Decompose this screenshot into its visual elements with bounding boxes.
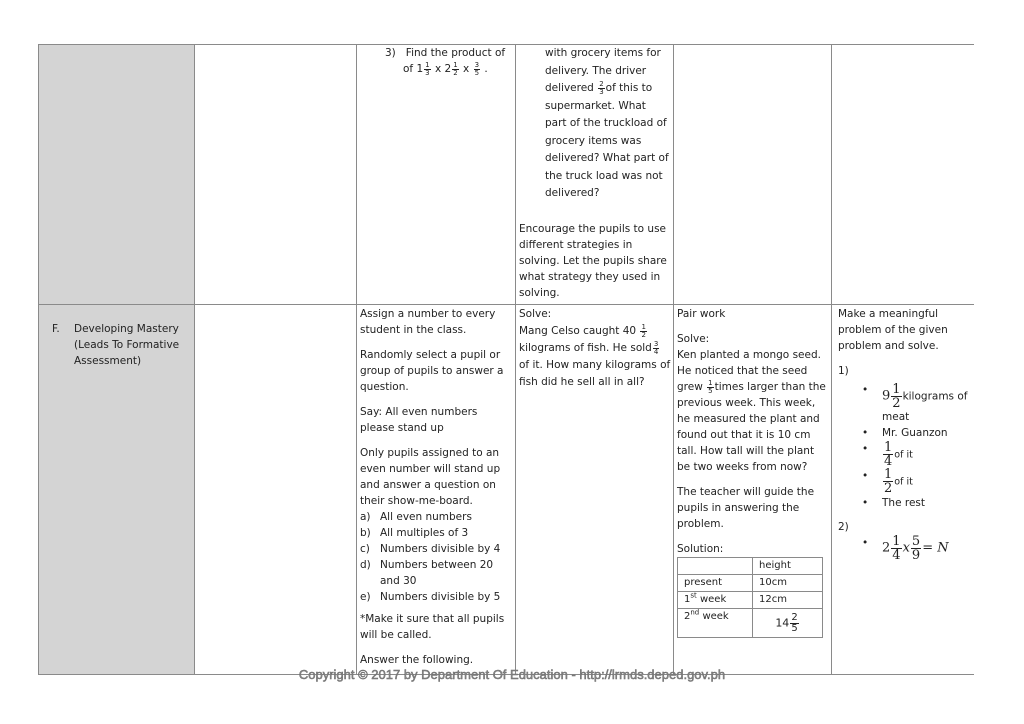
activity-instructions <box>360 306 510 668</box>
period: . <box>484 63 488 75</box>
row-label <box>52 321 192 369</box>
problem-text: of it. How many kilograms of fish did he sell all in all? <box>519 359 671 388</box>
list-item: • 2 $\frac{1}{4}$ x $\frac{5}{9}$ = N <box>838 535 974 562</box>
table-cell: 10cm <box>753 575 823 592</box>
table-cell: 1st week <box>678 592 753 609</box>
fraction: $\frac{1}{5}$ <box>708 378 713 395</box>
problem-number: 1) <box>838 365 849 377</box>
list-item: • The rest <box>838 495 974 511</box>
row-letter: F. <box>52 323 60 335</box>
table-cell: present <box>678 575 753 592</box>
whole-number: 2 <box>444 63 452 75</box>
times-sign: x <box>434 63 442 75</box>
truckload-problem <box>545 45 669 203</box>
instruction-paragraph: Say: All even numbers please stand up <box>360 406 478 434</box>
problem-text: of this to supermarket. What part of the truckload of grocery items was delivered? What part of the truck load was not delivered? <box>545 82 669 199</box>
item-text: Find the product of <box>405 47 506 59</box>
problem-text: Ken planted a mongo seed. He noticed that the seed grew <box>677 349 821 393</box>
fraction: $\frac{1}{2}$ <box>453 60 458 77</box>
row-title: Developing Mastery (Leads To Formative Assessment) <box>74 323 180 367</box>
table-cell <box>678 558 753 575</box>
item-number: 3) <box>385 47 396 59</box>
fraction: $\frac{1}{2}$ <box>641 322 646 339</box>
instruction-paragraph: Assign a number to every student in the class. <box>360 308 496 336</box>
col-border <box>38 44 39 674</box>
col-border <box>831 44 832 674</box>
problem-text: with grocery items for delivery. The driver delivered <box>545 47 661 94</box>
find-product-item <box>385 45 510 77</box>
equation-list <box>838 535 974 562</box>
whole-number: 1 <box>416 63 424 75</box>
encourage-text: Encourage the pupils to use different strategies in solving. Let the pupils share what strategy they used in solving. <box>519 223 667 299</box>
col-border <box>515 44 516 674</box>
mongo-problem <box>677 347 827 475</box>
instruction-note: *Make it sure that all pupils will be called. <box>360 613 505 641</box>
list-item: b) All multiples of 3 <box>360 527 469 539</box>
pair-work-heading: Pair work <box>677 308 726 320</box>
fraction: $\frac{2}{5}$ <box>791 611 798 634</box>
col-border <box>194 44 195 674</box>
list-item: • $\frac{1}{4}$ of it <box>838 441 974 468</box>
list-item: e) Numbers divisible by 5 <box>360 591 501 603</box>
table-row <box>678 592 823 609</box>
instruction-paragraph: Only pupils assigned to an even number will stand up and answer a question on their show-me-board. <box>360 447 501 507</box>
pair-work <box>677 306 827 638</box>
question-list <box>360 509 510 605</box>
teacher-guide-note: The teacher will guide the pupils in answering the problem. <box>677 486 815 530</box>
col-border <box>356 44 357 674</box>
table-row <box>678 558 823 575</box>
problem-number: 2) <box>838 521 849 533</box>
fraction: $\frac{3}{4}$ <box>653 339 659 356</box>
encourage-note <box>519 221 669 301</box>
row-divider <box>38 304 974 305</box>
table-cell: 2nd week <box>678 609 753 638</box>
instruction-paragraph: Randomly select a pupil or group of pupils to answer a question. <box>360 349 504 393</box>
list-item: a) All even numbers <box>360 511 472 523</box>
table-cell: 14 $\frac{2}{5}$ <box>753 609 823 638</box>
list-item: c) Numbers divisible by 4 <box>360 543 501 555</box>
list-item: d) Numbers between 20 and 30 <box>360 559 494 587</box>
problem-text: kilograms of fish. He sold <box>519 342 652 354</box>
col-border <box>673 44 674 674</box>
list-item: • $\frac{1}{2}$ of it <box>838 468 974 495</box>
table-row <box>678 575 823 592</box>
fish-problem <box>519 306 671 391</box>
solution-table <box>677 557 823 638</box>
solve-heading: Solve: <box>519 308 552 320</box>
table-row <box>678 609 823 638</box>
fraction: $\frac{3}{5}$ <box>474 60 480 77</box>
table-cell: 12cm <box>753 592 823 609</box>
copyright-footer: Copyright © 2017 by Department Of Education - http://lrmds.deped.gov.ph <box>298 667 726 682</box>
problem-text: times larger than the previous week. This week, he measured the plant and found out that it is 10 cm tall. How tall will the plant be two weeks from now? <box>677 381 826 473</box>
fraction: $\frac{2}{3}$ <box>599 79 604 96</box>
solution-label: Solution: <box>677 543 724 555</box>
times-sign: x <box>463 63 470 75</box>
intro-text: Make a meaningful problem of the given problem and solve. <box>838 308 948 352</box>
meaningful-problem <box>838 306 974 562</box>
fraction: $\frac{1}{3}$ <box>425 60 430 77</box>
item-text-of: of <box>403 63 414 75</box>
instruction-paragraph: Answer the following. <box>360 654 474 666</box>
product-expression <box>385 61 510 77</box>
solve-heading: Solve: <box>677 333 710 345</box>
problem-text: Mang Celso caught 40 <box>519 325 637 337</box>
table-header: height <box>753 558 823 575</box>
list-item: • Mr. Guanzon <box>838 425 974 441</box>
list-item: • 9 $\frac{1}{2}$ kilograms of meat <box>838 383 974 425</box>
given-list <box>838 383 974 511</box>
